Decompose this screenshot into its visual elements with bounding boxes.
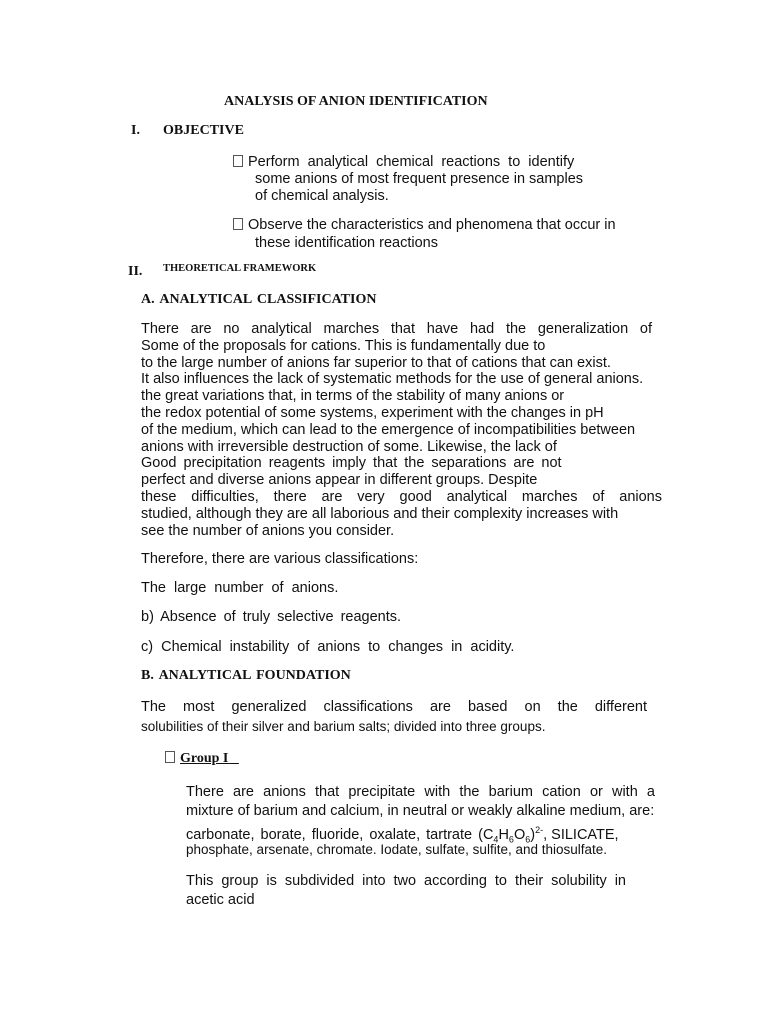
paragraph-line: see the number of anions you consider. bbox=[141, 522, 395, 539]
bullet-box-icon bbox=[233, 218, 243, 230]
section-1-heading: OBJECTIVE bbox=[163, 123, 244, 138]
paragraph-line: phosphate, arsenate, chromate. Iodate, sulfate, sulfite, and thiosulfate. bbox=[186, 842, 608, 857]
paragraph-analytical-classification bbox=[141, 321, 662, 539]
group-1-subdivision-paragraph bbox=[186, 872, 626, 910]
paragraph-line: There are anions that precipitate with the barium cation or with a bbox=[186, 784, 655, 800]
paragraph-line: This group is subdivided into two according to their solubility in bbox=[186, 873, 626, 889]
section-2-heading: THEORETICAL FRAMEWORK bbox=[163, 263, 317, 274]
paragraph-line: Some of the proposals for cations. This is fundamentally due to bbox=[141, 337, 546, 354]
bullet-box-icon bbox=[165, 751, 175, 763]
paragraph-line-with-formula: carbonate, borate, fluoride, oxalate, tartrate $(C_4H_6O_6)^{2-}$, SILICATE, bbox=[186, 825, 619, 845]
paragraph-line: mixture of barium and calcium, in neutral or weakly alkaline medium, are: bbox=[186, 803, 655, 819]
group-1-heading bbox=[165, 751, 239, 767]
paragraph-line: to the large number of anions far superior to that of cations that can exist. bbox=[141, 354, 611, 371]
paragraph-line: these difficulties, there are very good analytical marches of anions bbox=[141, 488, 662, 505]
subsection-b-heading: B. ANALYTICAL FOUNDATION bbox=[141, 668, 351, 683]
objective-bullet-1 bbox=[233, 153, 574, 171]
paragraph-line: solubilities of their silver and barium salts; divided into three groups. bbox=[141, 719, 546, 734]
group-1-paragraph bbox=[186, 783, 655, 859]
document-title: ANALYSIS OF ANION IDENTIFICATION bbox=[224, 94, 488, 109]
paragraph-line: of the medium, which can lead to the emergence of incompatibilities between bbox=[141, 421, 636, 438]
paragraph-line: Good precipitation reagents imply that the separations are not bbox=[141, 455, 562, 472]
paragraph-line: It also influences the lack of systematic methods for the use of general anions. bbox=[141, 371, 644, 388]
paragraph-line: acetic acid bbox=[186, 892, 255, 908]
section-1-number: I. bbox=[131, 123, 140, 138]
classifications-intro: Therefore, there are various classifications: bbox=[141, 551, 419, 567]
objective-bullet-2 bbox=[233, 216, 616, 234]
classification-item-1: The large number of anions. bbox=[141, 580, 339, 596]
paragraph-line: perfect and diverse anions appear in different groups. Despite bbox=[141, 472, 538, 489]
objective-bullet-2-line-2: these identification reactions bbox=[255, 235, 438, 251]
objective-bullet-1-line-2: some anions of most frequent presence in samples bbox=[255, 171, 584, 187]
section-2-number: II. bbox=[128, 264, 143, 279]
paragraph-line: anions with irreversible destruction of some. Likewise, the lack of bbox=[141, 438, 557, 455]
objective-bullet-1-line-1: Perform analytical chemical reactions to identify bbox=[248, 154, 575, 170]
classification-item-3: c) Chemical instability of anions to changes in acidity. bbox=[141, 639, 515, 655]
paragraph-line: studied, although they are all laborious and their complexity increases with bbox=[141, 505, 619, 522]
objective-bullet-1-line-3: of chemical analysis. bbox=[255, 188, 389, 204]
paragraph-line: The most generalized classifications are based on the different bbox=[141, 699, 647, 715]
paragraph-line: There are no analytical marches that have had the generalization of bbox=[141, 321, 652, 337]
group-1-label: Group I bbox=[180, 751, 229, 766]
subsection-a-heading: A. ANALYTICAL CLASSIFICATION bbox=[141, 292, 377, 307]
objective-bullet-2-line-1: Observe the characteristics and phenomena that occur in bbox=[248, 217, 616, 233]
paragraph-line: the great variations that, in terms of the stability of many anions or bbox=[141, 388, 565, 405]
bullet-box-icon bbox=[233, 155, 243, 167]
classification-item-2: b) Absence of truly selective reagents. bbox=[141, 609, 402, 625]
paragraph-line: the redox potential of some systems, experiment with the changes in pH bbox=[141, 404, 604, 421]
paragraph-analytical-foundation bbox=[141, 698, 647, 736]
